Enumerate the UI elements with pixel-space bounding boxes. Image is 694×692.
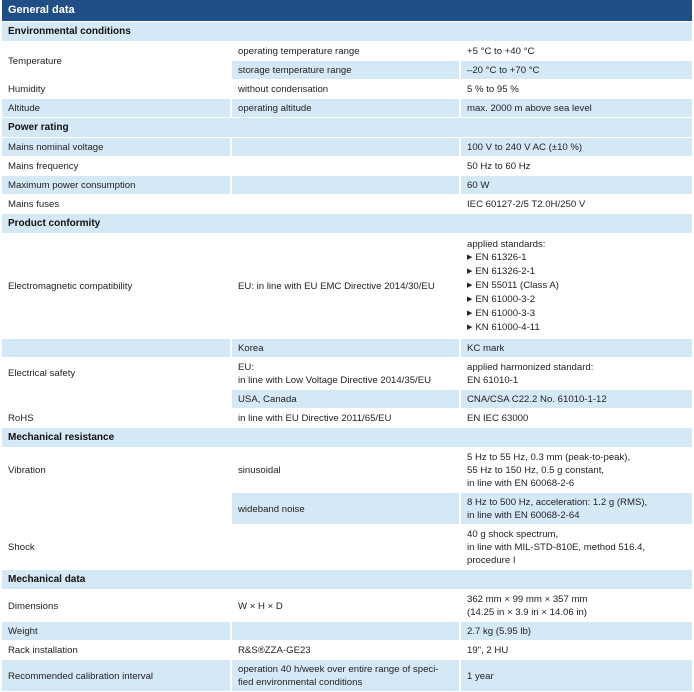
shock-value-line: procedure I xyxy=(467,555,516,566)
mains-frequency-condition xyxy=(231,157,460,176)
rohs-label: RoHS xyxy=(2,409,231,428)
max-power-value: 60 W xyxy=(460,176,692,195)
safety-us-condition: USA, Canada xyxy=(231,390,460,409)
shock-condition xyxy=(231,525,460,570)
emc-standard: ▶ EN 55011 (Class A) xyxy=(467,279,686,293)
mains-fuses-condition xyxy=(231,195,460,214)
shock-value-line: 40 g shock spectrum, xyxy=(467,529,559,540)
emc-standard: ▶ EN 61000-3-3 xyxy=(467,307,686,321)
rohs-value: EN IEC 63000 xyxy=(460,409,692,428)
max-power-label: Maximum power consumption xyxy=(2,176,231,195)
dimensions-value-imperial: (14.25 in × 3.9 in × 14.06 in) xyxy=(467,607,588,618)
general-data-table xyxy=(2,0,692,692)
section-header-mechanical-data: Mechanical data xyxy=(2,570,692,590)
sinusoidal-value-line: 5 Hz to 55 Hz, 0.3 mm (peak-to-peak), xyxy=(467,452,631,463)
emc-label: Electromagnetic compatibility xyxy=(2,234,231,339)
dimensions-condition: W × H × D xyxy=(231,590,460,622)
korea-condition: Korea xyxy=(231,339,460,358)
storage-temp-value: –20 °C to +70 °C xyxy=(460,61,692,80)
section-header-conformity: Product conformity xyxy=(2,214,692,234)
dimensions-label: Dimensions xyxy=(2,590,231,622)
emc-standard: ▶ EN 61326-1 xyxy=(467,251,686,265)
calibration-condition-line2: fied environmental conditions xyxy=(238,677,363,688)
mains-voltage-label: Mains nominal voltage xyxy=(2,138,231,157)
shock-label: Shock xyxy=(2,525,231,570)
max-power-condition xyxy=(231,176,460,195)
mains-fuses-label: Mains fuses xyxy=(2,195,231,214)
weight-value: 2.7 kg (5.95 lb) xyxy=(460,622,692,641)
safety-eu-value-line2: EN 61010-1 xyxy=(467,375,519,386)
emc-standard: ▶ EN 61326-2-1 xyxy=(467,265,686,279)
section-header-mechanical-resistance: Mechanical resistance xyxy=(2,428,692,448)
mains-voltage-condition xyxy=(231,138,460,157)
wideband-value-line: 8 Hz to 500 Hz, acceleration: 1.2 g (RMS), xyxy=(467,497,648,508)
safety-eu-value xyxy=(460,358,692,390)
safety-eu-condition xyxy=(231,358,460,390)
rack-installation-value: 19", 2 HU xyxy=(460,641,692,660)
emc-standard: ▶ EN 61000-3-2 xyxy=(467,293,686,307)
weight-condition xyxy=(231,622,460,641)
humidity-label: Humidity xyxy=(2,80,231,99)
sinusoidal-value xyxy=(460,448,692,493)
altitude-value: max. 2000 m above sea level xyxy=(460,99,692,118)
table-title: General data xyxy=(2,0,692,22)
sinusoidal-value-line: in line with EN 60068-2-6 xyxy=(467,478,575,489)
korea-value: KC mark xyxy=(460,339,692,358)
wideband-value-line: in line with EN 60068-2-64 xyxy=(467,510,580,521)
emc-intro: applied standards: xyxy=(467,239,546,250)
emc-condition: EU: in line with EU EMC Directive 2014/30/EU xyxy=(231,234,460,339)
storage-temp-condition: storage temperature range xyxy=(231,61,460,80)
safety-us-value: CNA/CSA C22.2 No. 61010-1-12 xyxy=(460,390,692,409)
mains-frequency-label: Mains frequency xyxy=(2,157,231,176)
calibration-interval-condition xyxy=(231,660,460,692)
calibration-interval-value: 1 year xyxy=(460,660,692,692)
wideband-value xyxy=(460,493,692,525)
wideband-condition: wideband noise xyxy=(231,493,460,525)
emc-value xyxy=(460,234,692,339)
humidity-value: 5 % to 95 % xyxy=(460,80,692,99)
safety-eu-value-line1: applied harmonized standard: xyxy=(467,362,594,373)
calibration-interval-label: Recommended calibration interval xyxy=(2,660,231,692)
dimensions-value xyxy=(460,590,692,622)
rack-installation-condition: R&S®ZZA-GE23 xyxy=(231,641,460,660)
sinusoidal-condition: sinusoidal xyxy=(231,448,460,493)
dimensions-value-metric: 362 mm × 99 mm × 357 mm xyxy=(467,594,588,605)
korea-spacer xyxy=(2,339,231,358)
rack-installation-label: Rack installation xyxy=(2,641,231,660)
electrical-safety-label: Electrical safety xyxy=(2,358,231,409)
emc-standard: ▶ KN 61000-4-11 xyxy=(467,321,686,335)
mains-fuses-value: IEC 60127-2/5 T2.0H/250 V xyxy=(460,195,692,214)
altitude-condition: operating altitude xyxy=(231,99,460,118)
operating-temp-condition: operating temperature range xyxy=(231,42,460,61)
safety-eu-condition-line2: in line with Low Voltage Directive 2014/35/EU xyxy=(238,375,432,386)
mains-frequency-value: 50 Hz to 60 Hz xyxy=(460,157,692,176)
shock-value xyxy=(460,525,692,570)
sinusoidal-value-line: 55 Hz to 150 Hz, 0.5 g constant, xyxy=(467,465,605,476)
vibration-label: Vibration xyxy=(2,448,231,525)
rohs-condition: in line with EU Directive 2011/65/EU xyxy=(231,409,460,428)
weight-label: Weight xyxy=(2,622,231,641)
altitude-label: Altitude xyxy=(2,99,231,118)
shock-value-line: in line with MIL-STD-810E, method 516.4, xyxy=(467,542,646,553)
mains-voltage-value: 100 V to 240 V AC (±10 %) xyxy=(460,138,692,157)
operating-temp-value: +5 °C to +40 °C xyxy=(460,42,692,61)
section-header-environmental: Environmental conditions xyxy=(2,22,692,42)
safety-eu-condition-line1: EU: xyxy=(238,362,254,373)
calibration-condition-line1: operation 40 h/week over entire range of speci- xyxy=(238,664,439,675)
humidity-condition: without condensation xyxy=(231,80,460,99)
temperature-label: Temperature xyxy=(2,42,231,80)
section-header-power: Power rating xyxy=(2,118,692,138)
